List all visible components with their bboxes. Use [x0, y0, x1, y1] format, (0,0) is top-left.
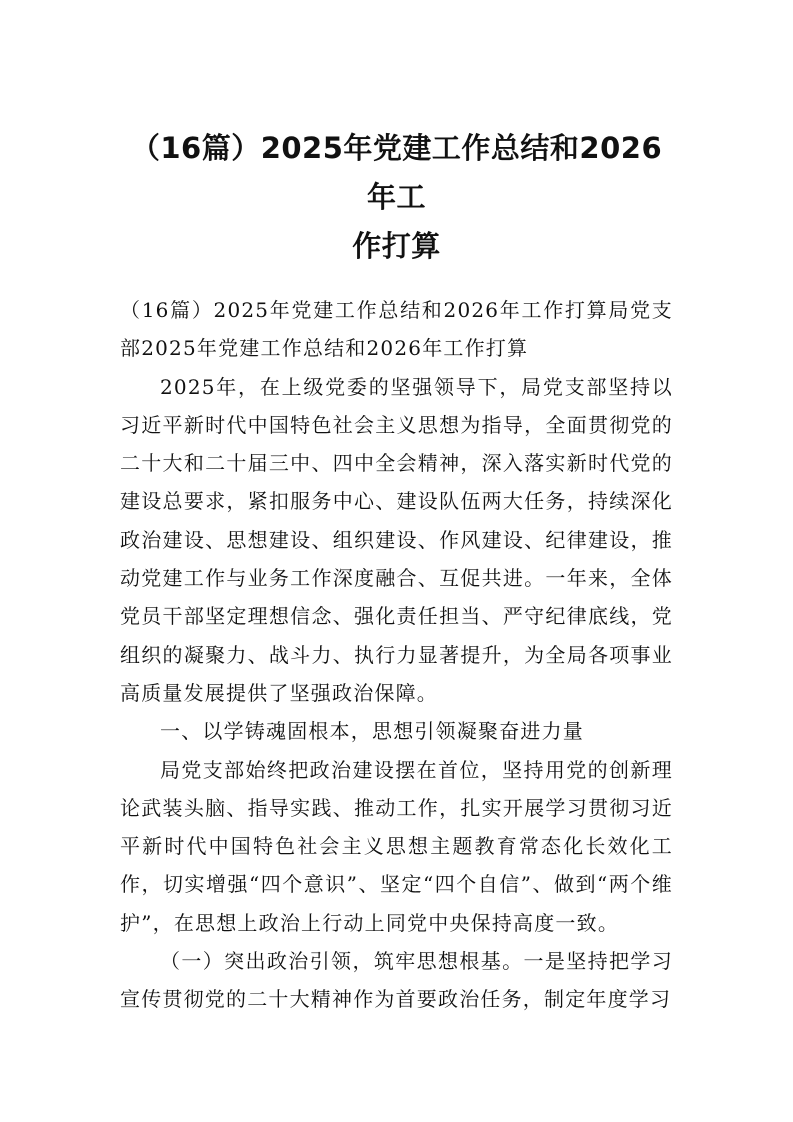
- paragraph-subsection-1: （一）突出政治引领，筑牢思想根基。一是坚持把学习宣传贯彻党的二十大精神作为首要政治任务，制定年度学习: [120, 949, 673, 1012]
- title-line-1: （16篇）2025年党建工作总结和2026年工: [130, 131, 663, 214]
- paragraph-section-1: 局党支部始终把政治建设摆在首位，坚持用党的创新理论武装头脑、指导实践、推动工作，扎实开展学习贯彻习近平新时代中国特色社会主义思想主题教育常态化长效化工作，切实增强“四个意识”、坚定“四个自信”、做到“两个维护”，在思想上政治上行动上同党中央保持高度一致。: [120, 757, 673, 935]
- title-line-2: 作打算: [352, 229, 441, 263]
- document-title: [120, 124, 673, 271]
- paragraph-subtitle: （16篇）2025年党建工作总结和2026年工作打算局党支部2025年党建工作总结和2026年工作打算: [120, 298, 673, 361]
- section-heading-1: 一、以学铸魂固根本，思想引领凝聚奋进力量: [160, 719, 584, 744]
- document-body: [120, 291, 673, 1019]
- paragraph-intro: 2025年，在上级党委的坚强领导下，局党支部坚持以习近平新时代中国特色社会主义思想为指导，全面贯彻党的二十大和二十届三中、四中全会精神，深入落实新时代党的建设总要求，紧扣服务中心、建设队伍两大任务，持续深化政治建设、思想建设、组织建设、作风建设、纪律建设，推动党建工作与业务工作深度融合、互促共进。一年来，全体党员干部坚定理想信念、强化责任担当、严守纪律底线，党组织的凝聚力、战斗力、执行力显著提升，为全局各项事业高质量发展提供了坚强政治保障。: [120, 374, 673, 705]
